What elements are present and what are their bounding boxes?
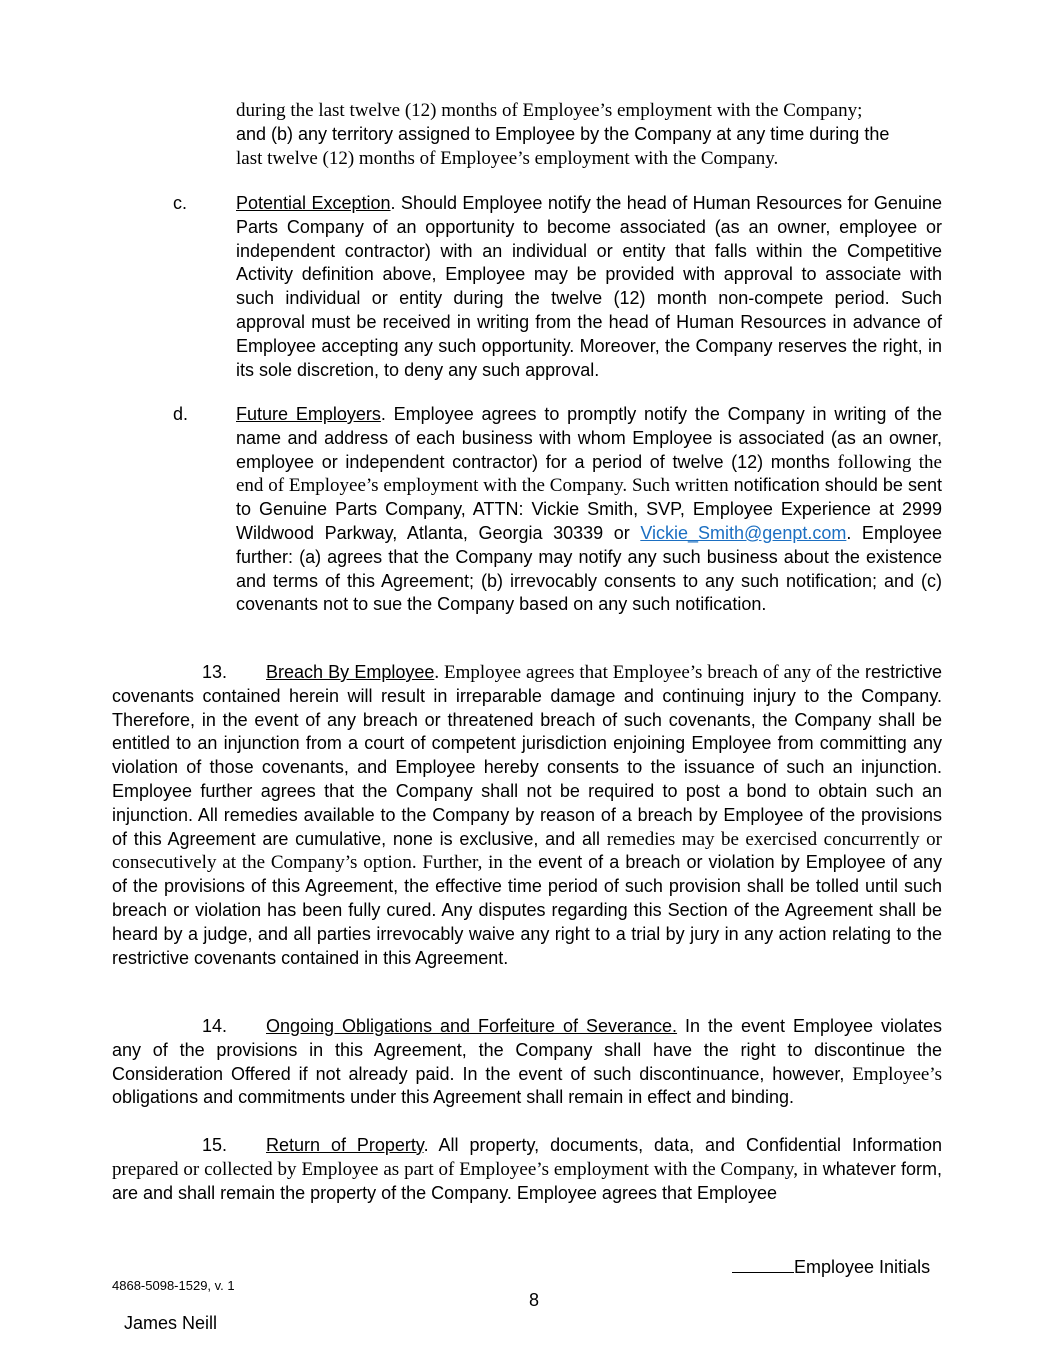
continuation-paragraph [236,99,942,170]
section-heading: Return of Property [266,1135,424,1155]
page-number: 8 [529,1290,540,1310]
section-text: event of a breach or violation by Employee of any of the provisions of this Agreement, the effective time period of such provision shall be tolled until such breach or violation has been fully cured. Any disputes regarding this Section of the Agreement shall be heard by a judge, and all parties irrevocably waive any right to a trial by jury in any action relating to the restrictive covenants contained in this Agreement. [112,852,942,968]
subsection-body [236,192,942,382]
employee-initials [732,1255,930,1278]
section-text: In the event Employee violates any of the provisions in this Agreement, the Company shall have the right to discontinue the Consideration Offered if not already paid. In the event of such discontinuance, however, [112,1016,942,1084]
continuation-line-1: during the last twelve (12) months of Employee’s employment with the Company; [236,100,863,121]
section-text: whatever form, are and shall remain the property of the Company. Employee agrees that Employee [112,1158,942,1203]
section-number: 15. [202,1135,228,1155]
subsection-text: following the end of Employee’s employment with the Company. Such written [236,451,942,497]
section-15 [112,1134,942,1205]
section-number: 13. [202,662,228,682]
continuation-line-2: and (b) any territory assigned to Employee by the Company at any time during the [236,123,890,144]
section-text: . Employee agrees that Employee’s breach of any of the [434,662,860,683]
subsection-text: . Employee agrees to promptly notify the Company in writing of the name and address of each business with whom Employee is associated (as an owner, employee or independent contractor) for a period of twelve (12) months [236,404,942,472]
subsection-body [236,403,942,617]
subsection-letter: d. [173,404,189,424]
subsection-c [173,192,942,382]
section-text: obligations and commitments under this Agreement shall remain in effect and binding. [112,1087,795,1108]
section-text: prepared or collected by Employee as part of Employee’s employment with the Company, in [112,1158,818,1180]
section-text: . All property, documents, data, and Confidential Information [423,1135,942,1155]
subsection-d [173,403,942,617]
subsection-text: notification should be sent to Genuine Parts Company, ATTN: Vickie Smith, SVP, Employee Experience at 2999 Wildwood Parkway, Atlanta, Georgia 30339 or [236,475,942,543]
continuation-line-3: last twelve (12) months of Employee’s employment with the Company. [236,147,779,169]
section-number: 14. [202,1016,228,1036]
section-text: remedies may be exercised concurrently or consecutively at the Company’s option. Further, in the [112,828,942,874]
subsection-text: . Should Employee notify the head of Human Resources for Genuine Parts Company of an opportunity to become associated (as an owner, employee or independent contractor) with an individual or entity that falls within the Competitive Activity definition above, Employee may be provided with approval to associate with such individual or entity during the twelve (12) month non-compete period. Such approval must be received in writing from the head of Human Resources in advance of Employee accepting any such opportunity. Moreover, the Company reserves the right, in its sole discretion, to deny any such approval. [236,193,942,380]
section-14 [112,1015,942,1110]
section-heading: Breach By Employee [266,662,435,682]
author-name: James Neill [124,1313,218,1333]
section-13 [112,661,942,970]
subsection-heading: Potential Exception [236,193,391,213]
subsection-letter: c. [173,193,188,213]
section-heading: Ongoing Obligations and Forfeiture of Severance. [266,1016,678,1036]
section-text: Employee’s [852,1063,942,1085]
document-id: 4868-5098-1529, v. 1 [112,1278,235,1293]
section-text: restrictive covenants contained herein will result in irreparable damage and continuing injury to the Company. Therefore, in the event of any breach or threatened breach of such covenants, the Company shall be entitled to an injunction from a court of competent jurisdiction enjoining Employee from committing any violation of those covenants, and Employee hereby consents to the issuance of such an injunction. Employee further agrees that the Company shall not be required to post a bond to obtain such an injunction. All remedies available to the Company by reason of a breach by Employee of the provisions of this Agreement are cumulative, none is exclusive, and all [112,662,942,849]
subsection-text: . Employee further: (a) agrees that the Company may notify any such business about the existence and terms of this Agreement; (b) irrevocably consents to any such notification; and (c) covenants not to sue the Company based on any such notification. [236,522,942,615]
email-link[interactable]: Vickie_Smith@genpt.com [640,522,847,543]
initials-signature-line [732,1255,794,1273]
initials-label: Employee Initials [794,1257,931,1277]
subsection-heading: Future Employers [236,404,381,424]
